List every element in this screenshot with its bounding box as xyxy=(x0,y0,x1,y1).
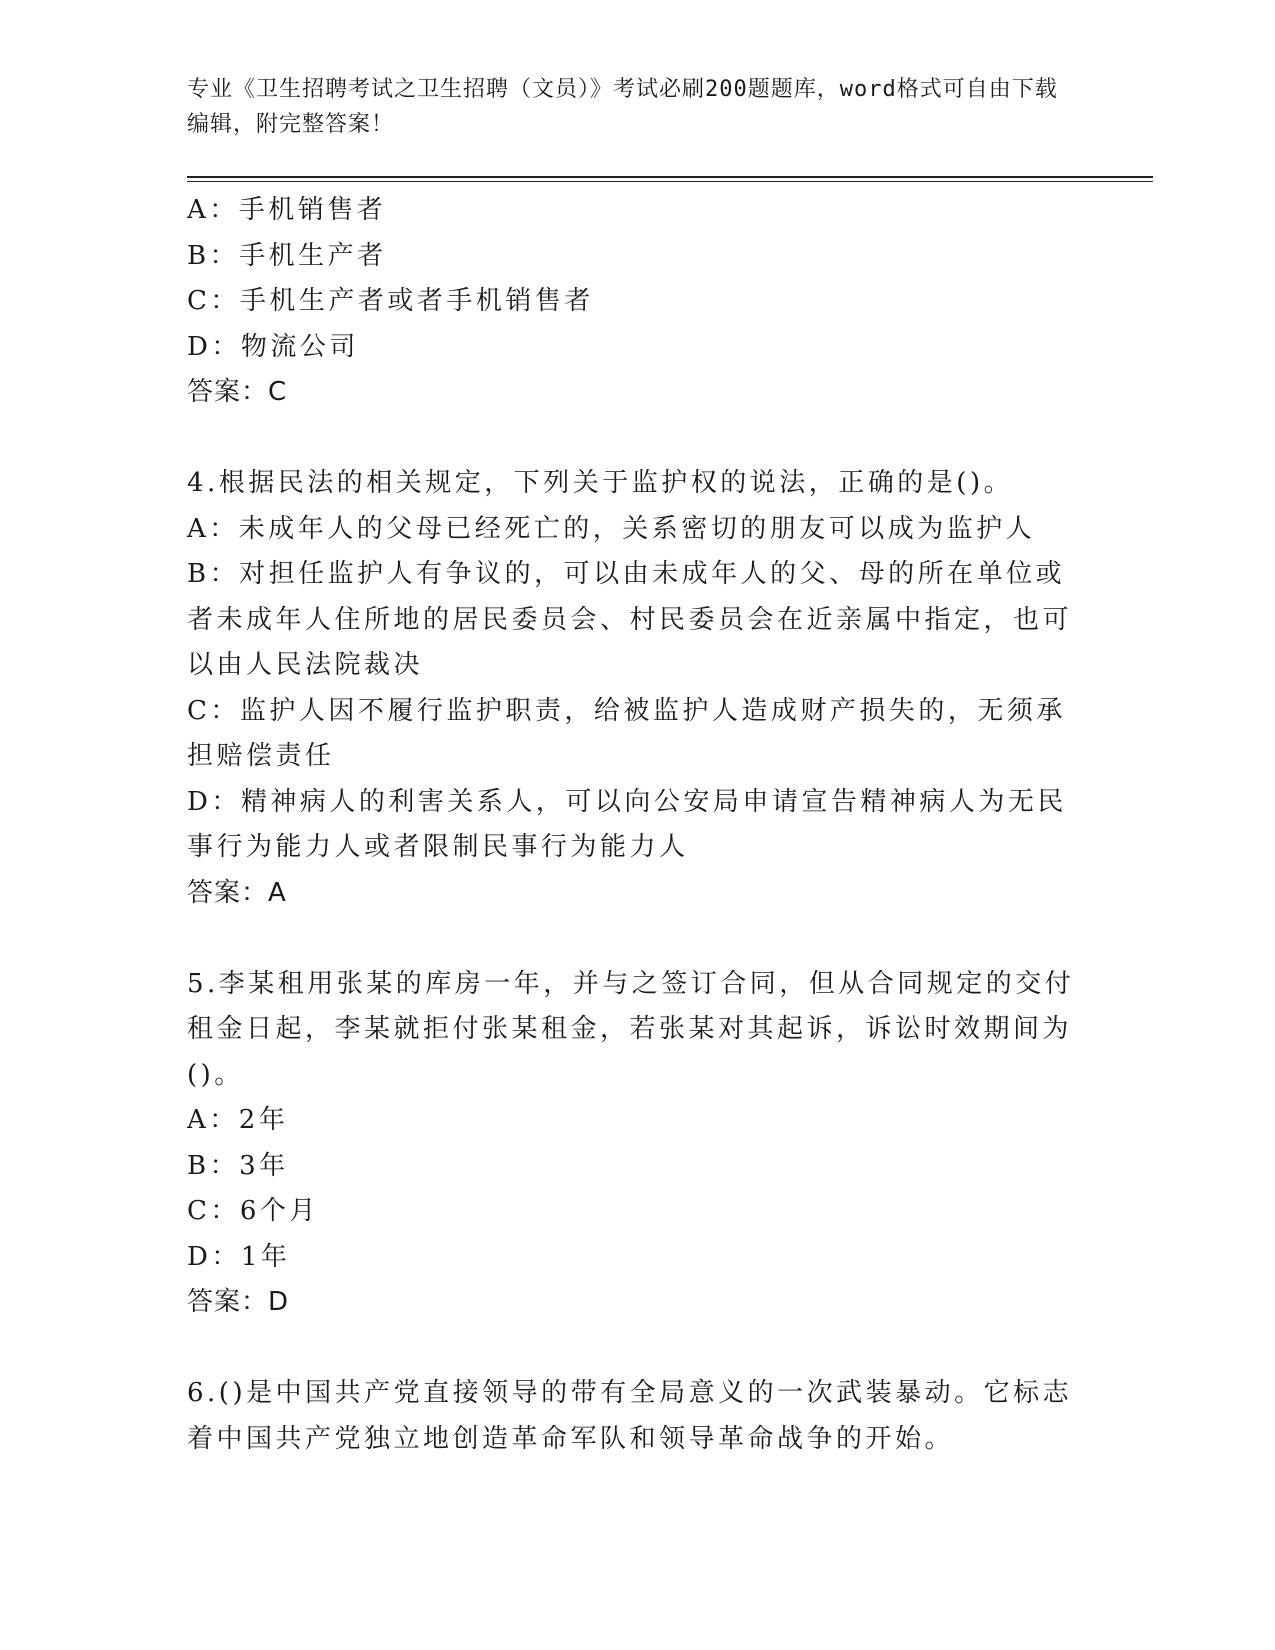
spacer xyxy=(187,916,1077,962)
header-divider-thick xyxy=(187,176,1153,178)
q4-options xyxy=(187,507,1077,871)
q5-option-c: C：6个月 xyxy=(187,1196,319,1226)
spacer xyxy=(187,1326,1077,1372)
q4-answer: 答案：A xyxy=(187,877,287,908)
q4-option-a: A：未成年人的父母已经死亡的，关系密切的朋友可以成为监护人 xyxy=(187,513,1036,544)
header-divider-thin xyxy=(187,181,1153,182)
q5-question: 5.李某租用张某的库房一年，并与之签订合同，但从合同规定的交付租金日起，李某就拒付张某租金，若张某对其起诉，诉讼时效期间为()。 xyxy=(187,968,1075,1090)
question-content xyxy=(187,188,1077,1462)
q4-option-b: B：对担任监护人有争议的，可以由未成年人的父、母的所在单位或者未成年人住所地的居民委员会、村民委员会在近亲属中指定，也可以由人民法院裁决 xyxy=(187,559,1073,680)
q3-options xyxy=(187,188,1077,370)
q4-question: 4.根据民法的相关规定，下列关于监护权的说法，正确的是()。 xyxy=(187,468,1014,498)
q5-answer: 答案：D xyxy=(187,1287,290,1317)
header-text: 专业《卫生招聘考试之卫生招聘（文员）》考试必刷200题题库，word格式可自由下载编辑，附完整答案！ xyxy=(187,77,1058,137)
q6-question: 6.()是中国共产党直接领导的带有全局意义的一次武装暴动。它标志着中国共产党独立地创造革命军队和领导革命战争的开始。 xyxy=(187,1378,1073,1454)
spacer xyxy=(187,416,1077,462)
q5-option-d: D：1年 xyxy=(187,1241,291,1272)
q3-answer: 答案：C xyxy=(187,377,288,407)
q5-option-b: B：3年 xyxy=(187,1150,289,1181)
q3-option-a: A：手机销售者 xyxy=(187,195,387,225)
q3-option-d: D：物流公司 xyxy=(187,331,359,362)
q5-options xyxy=(187,1098,1077,1280)
q5-option-a: A：2年 xyxy=(187,1105,289,1135)
q4-option-c: C：监护人因不履行监护职责，给被监护人造成财产损失的，无须承担赔偿责任 xyxy=(187,695,1066,771)
q4-option-d: D：精神病人的利害关系人，可以向公安局申请宣告精神病人为无民事行为能力人或者限制民事行为能力人 xyxy=(187,786,1067,862)
q3-option-c: C：手机生产者或者手机销售者 xyxy=(187,286,594,316)
document-header xyxy=(187,72,1067,142)
q3-option-b: B：手机生产者 xyxy=(187,240,387,271)
